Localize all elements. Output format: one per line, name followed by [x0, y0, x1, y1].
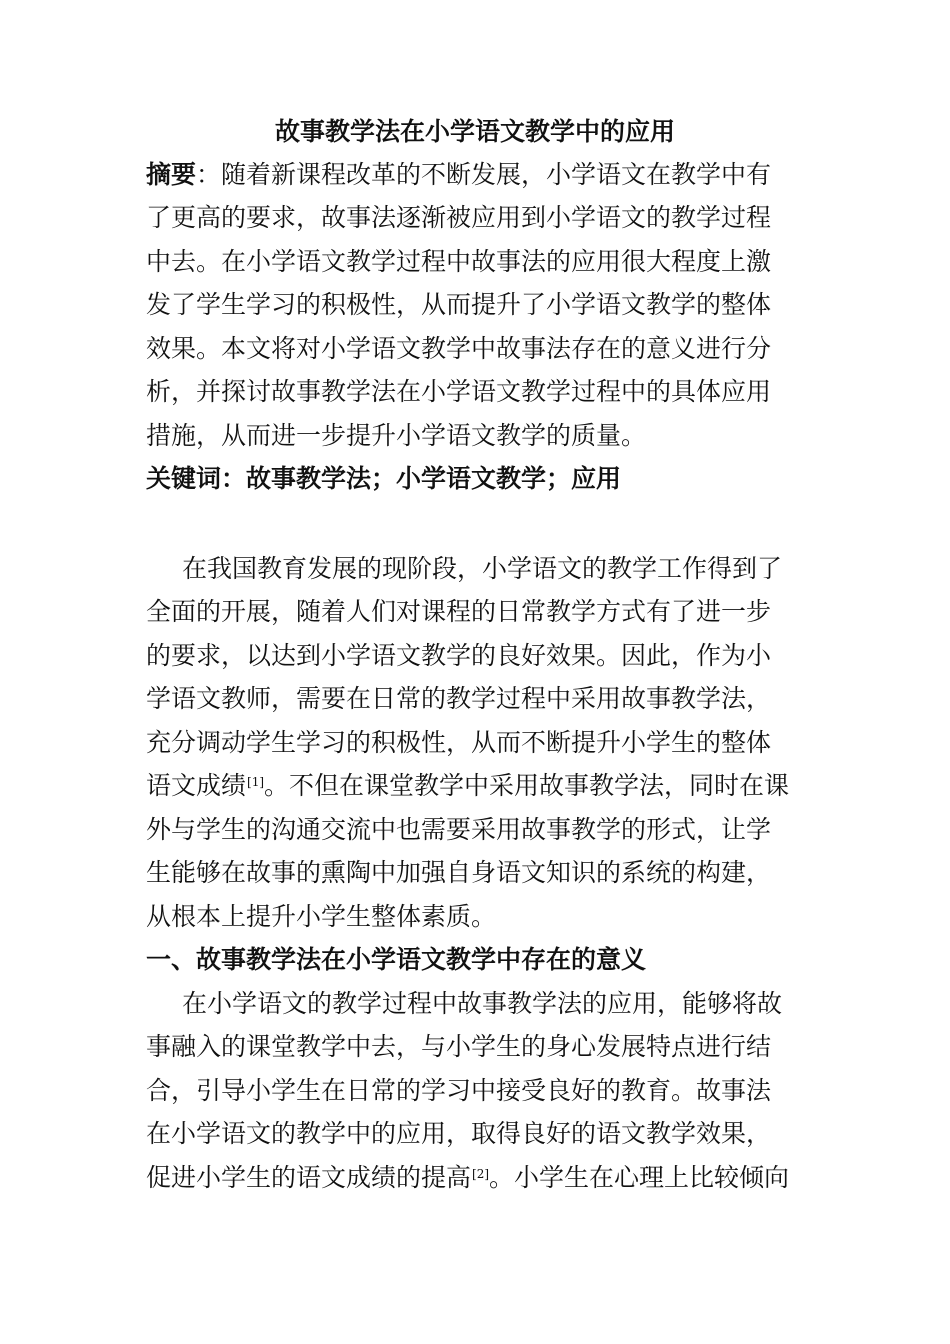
- section1-line-2: 事融入的课堂教学中去，与小学生的身心发展特点进行结: [146, 1032, 772, 1061]
- abstract-line-6: 析，并探讨故事教学法在小学语文教学过程中的具体应用: [146, 377, 772, 406]
- keywords: 关键词：故事教学法；小学语文教学；应用: [146, 464, 622, 493]
- abstract-line-5: 效果。本文将对小学语文教学中故事法存在的意义进行分: [146, 334, 772, 363]
- intro-line-9: 从根本上提升小学生整体素质。: [146, 902, 497, 931]
- section1-line-4: 在小学语文的教学中的应用，取得良好的语文教学效果，: [146, 1119, 772, 1148]
- intro-line-4: 学语文教师，需要在日常的教学过程中采用故事教学法，: [146, 684, 772, 713]
- intro-line-8: 生能够在故事的熏陶中加强自身语文知识的系统的构建，: [146, 858, 772, 887]
- citation-ref-2: [2]: [472, 1167, 490, 1181]
- citation-ref-1: [1]: [247, 775, 265, 789]
- document-title: 故事教学法在小学语文教学中的应用: [274, 117, 675, 146]
- section-heading-1: 一、故事教学法在小学语文教学中存在的意义: [146, 945, 647, 974]
- abstract-label: 摘要: [146, 160, 197, 189]
- intro-line-5: 充分调动学生学习的积极性，从而不断提升小学生的整体: [146, 728, 772, 757]
- abstract-line-3: 中去。在小学语文教学过程中故事法的应用很大程度上激: [146, 247, 772, 276]
- intro-line-2: 全面的开展，随着人们对课程的日常教学方式有了进一步: [146, 597, 772, 626]
- abstract-line-2: 了更高的要求，故事法逐渐被应用到小学语文的教学过程: [146, 203, 772, 232]
- section1-line-1: 在小学语文的教学过程中故事教学法的应用，能够将故: [182, 989, 783, 1018]
- intro-line-7: 外与学生的沟通交流中也需要采用故事教学的形式，让学: [146, 815, 772, 844]
- section1-line-3: 合，引导小学生在日常的学习中接受良好的教育。故事法: [146, 1076, 772, 1105]
- abstract-line-1: 摘要：随着新课程改革的不断发展，小学语文在教学中有: [146, 160, 772, 189]
- intro-line-3: 的要求，以达到小学语文教学的良好效果。因此，作为小: [146, 641, 772, 670]
- abstract-line-4: 发了学生学习的积极性，从而提升了小学语文教学的整体: [146, 290, 772, 319]
- intro-line-6: 语文成绩[1]。不但在课堂教学中采用故事教学法，同时在课: [146, 771, 790, 800]
- abstract-line-7: 措施，从而进一步提升小学语文教学的质量。: [146, 421, 647, 450]
- intro-line-1: 在我国教育发展的现阶段，小学语文的教学工作得到了: [182, 554, 783, 583]
- section1-line-5: 促进小学生的语文成绩的提高[2]。小学生在心理上比较倾向: [146, 1163, 790, 1192]
